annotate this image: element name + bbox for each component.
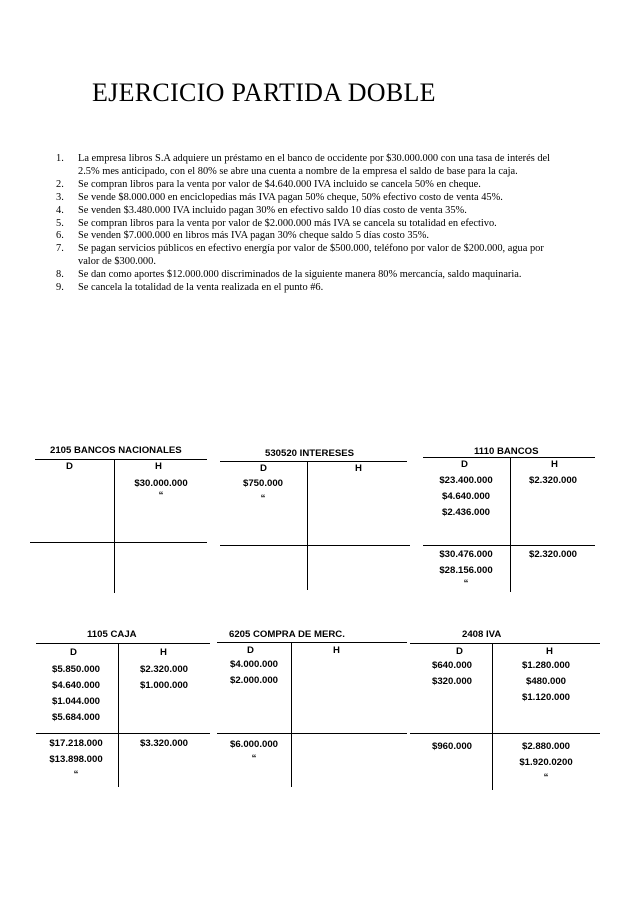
- credit-label: H: [160, 647, 167, 658]
- item-text: Se venden $3.480.000 IVA incluido pagan 30% en efectivo saldo 10 días costo de venta 35%.: [78, 204, 467, 216]
- item-text: Se dan como aportes $12.000.000 discriminados de la siguiente manera 80% mercancía, saldo maquinaria.: [78, 269, 522, 281]
- credit-ditto: “: [543, 772, 549, 783]
- item-text: Se pagan servicios públicos en efectivo energía por valor de $500.000, teléfono por valor de $200.000, agua por valor de $300.000.: [78, 243, 544, 268]
- account-title: 2105 BANCOS NACIONALES: [50, 445, 182, 456]
- exercise-list: [56, 153, 556, 295]
- t-horizontal-line: [410, 643, 600, 644]
- t-vertical-line: [510, 457, 511, 592]
- t-vertical-line: [118, 643, 119, 787]
- totals-line: [217, 733, 407, 734]
- totals-line: [36, 733, 210, 734]
- credit-entry: $2.320.000: [528, 475, 577, 486]
- totals-line: [423, 545, 595, 546]
- list-item: [56, 243, 556, 269]
- debit-label: D: [70, 647, 77, 658]
- debit-entry: $320.000: [431, 676, 472, 687]
- debit-entry: $4.640.000: [51, 680, 100, 691]
- t-horizontal-line: [217, 642, 407, 643]
- credit-label: H: [333, 645, 340, 656]
- t-vertical-line: [291, 642, 292, 787]
- debit-label: D: [260, 463, 267, 474]
- credit-label: H: [546, 646, 553, 657]
- debit-total: $6.000.000: [229, 739, 278, 750]
- totals-line: [410, 733, 600, 734]
- item-number: 3.: [56, 191, 64, 203]
- account-title: 1110 BANCOS: [474, 446, 539, 457]
- list-item: [56, 230, 556, 243]
- account-title: 530520 INTERESES: [265, 448, 355, 459]
- debit-entry: $640.000: [431, 660, 472, 671]
- debit-label: D: [456, 646, 463, 657]
- t-account-bancos: [418, 445, 598, 595]
- credit-balance: $1.920.0200: [519, 757, 573, 768]
- credit-label: H: [551, 459, 558, 470]
- credit-entry: “: [158, 490, 164, 501]
- item-text: Se venden $7.000.000 en libros más IVA pagan 30% cheque saldo 5 días costo 35%.: [78, 230, 430, 242]
- t-account-caja: [30, 628, 215, 788]
- debit-entry: $5.850.000: [51, 664, 100, 675]
- credit-label: H: [155, 461, 162, 472]
- debit-total: $30.476.000: [439, 549, 493, 560]
- account-title: 1105 CAJA: [87, 629, 137, 640]
- credit-entry: $30.000.000: [134, 478, 188, 489]
- item-text: Se compran libros para la venta por valor de $4.640.000 IVA incluido se cancela 50% en cheque.: [78, 178, 481, 190]
- credit-entry: $1.000.000: [139, 680, 188, 691]
- account-title: 6205 COMPRA DE MERC.: [229, 629, 345, 640]
- t-horizontal-line: [36, 643, 210, 644]
- credit-total: $2.880.000: [521, 741, 570, 752]
- debit-entry: $750.000: [242, 478, 283, 489]
- item-number: 6.: [56, 230, 64, 242]
- credit-entry: $480.000: [525, 676, 566, 687]
- list-item: [56, 153, 556, 179]
- debit-total: $960.000: [431, 741, 472, 752]
- debit-total: $17.218.000: [49, 738, 103, 749]
- item-number: 7.: [56, 243, 64, 255]
- debit-balance: $13.898.000: [49, 754, 103, 765]
- item-number: 2.: [56, 178, 64, 190]
- list-item: [56, 218, 556, 231]
- item-number: 9.: [56, 282, 64, 294]
- debit-entry: $4.000.000: [229, 659, 278, 670]
- item-text: La empresa libros S.A adquiere un préstamo en el banco de occidente por $30.000.000 con una tasa de interés del 2.5% mes anticipado, con el 80% se abre una cuenta a nombre de la empresa el saldo de base para la caja.: [78, 153, 551, 177]
- debit-balance: $28.156.000: [439, 565, 493, 576]
- t-vertical-line: [114, 459, 115, 593]
- debit-entry: $1.044.000: [51, 696, 100, 707]
- item-number: 1.: [56, 153, 64, 164]
- item-text: Se compran libros para la venta por valor de $2.000.000 más IVA se cancela su totalidad en efectivo.: [78, 217, 497, 229]
- credit-entry: $1.120.000: [521, 692, 570, 703]
- credit-entry: $2.320.000: [139, 664, 188, 675]
- list-item: [56, 205, 556, 218]
- t-vertical-line: [492, 643, 493, 790]
- t-account-iva: [410, 628, 605, 793]
- debit-entry: $23.400.000: [439, 475, 493, 486]
- list-item: [56, 192, 556, 205]
- credit-entry: $1.280.000: [521, 660, 570, 671]
- debit-entry: $4.640.000: [441, 491, 490, 502]
- t-account-compra-merc: [215, 628, 410, 788]
- debit-entry: $2.436.000: [441, 507, 490, 518]
- debit-label: D: [461, 459, 468, 470]
- credit-total: $2.320.000: [528, 549, 577, 560]
- document-title: EJERCICIO PARTIDA DOBLE: [92, 78, 436, 107]
- account-title: 2408 IVA: [462, 629, 502, 640]
- t-horizontal-line: [423, 457, 595, 458]
- t-horizontal-line: [35, 459, 207, 460]
- totals-line: [220, 545, 410, 546]
- t-horizontal-line: [220, 461, 407, 462]
- debit-entry: “: [260, 493, 266, 504]
- debit-entry: $2.000.000: [229, 675, 278, 686]
- debit-ditto: “: [463, 578, 469, 589]
- list-item: [56, 179, 556, 192]
- list-item: [56, 269, 556, 282]
- list-item: [56, 282, 556, 295]
- item-number: 4.: [56, 204, 64, 216]
- debit-label: D: [247, 645, 254, 656]
- credit-total: $3.320.000: [139, 738, 188, 749]
- credit-label: H: [355, 463, 362, 474]
- item-text: Se vende $8.000.000 en enciclopedias más IVA pagan 50% cheque, 50% efectivo costo de venta 45%.: [78, 191, 503, 203]
- debit-ditto: “: [73, 769, 79, 780]
- t-account-intereses: [215, 445, 415, 595]
- debit-entry: $5.684.000: [51, 712, 100, 723]
- debit-ditto: “: [251, 753, 257, 764]
- totals-line: [30, 542, 207, 543]
- item-number: 8.: [56, 269, 64, 281]
- t-account-bancos-nacionales: [30, 445, 210, 595]
- t-vertical-line: [307, 461, 308, 590]
- debit-label: D: [66, 461, 73, 472]
- item-number: 5.: [56, 217, 64, 229]
- item-text: Se cancela la totalidad de la venta realizada en el punto #6.: [78, 282, 324, 294]
